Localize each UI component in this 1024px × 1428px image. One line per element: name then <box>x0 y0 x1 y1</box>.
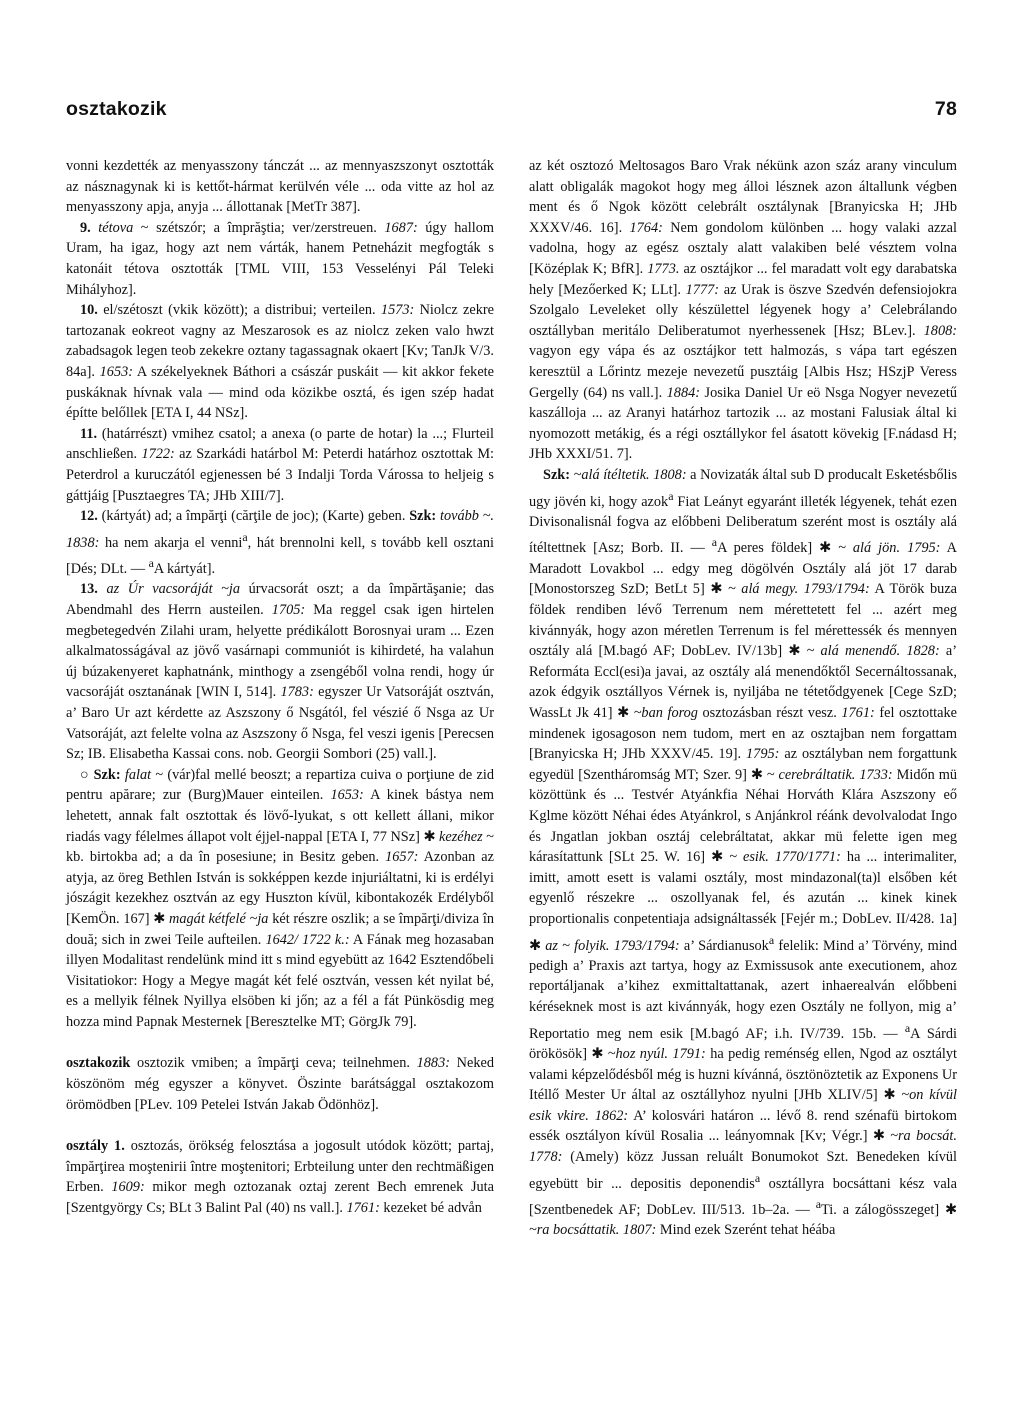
dictionary-paragraph: osztály 1. osztozás, örökség felosztása a jogosult utódok között; partaj, împărţirea moştenirii între moştenitori; Erbteilung unter den rechtmäßigen Erben. 1609: mikor megh oztozanak oztaj zerent Bech emrenek Juta [Szentgyörgy Cs; BLt 3 Balint Pal (40) ns vall.]. 1761: kezeket bé advån <box>66 1138 494 1217</box>
dictionary-paragraph: vonni kezdették az menyasszony tánczát ... az mennyaszszonyt osztották az násznagynak ki is kettőt-hármat kerülvén véle ... oda vitte az hol az menyasszony apja, anyja ... állottanak [MetTr 387]. <box>66 158 494 216</box>
dictionary-paragraph: 12. (kártyát) ad; a împărţi (cărţile de joc); (Karte) geben. Szk: tovább ~. 1838: ha nem akarja el venni$^a$, hát brennolni kell, s tovább kell osztani [Dés; DLt. — $^a$A kártyát]. <box>66 508 495 577</box>
dictionary-paragraph: 13. az Úr vacsoráját ~ja úrvacsorát oszt; a da împărtăşanie; das Abendmahl des Herrn austeilen. 1705: Ma reggel csak igen hirtelen megbetegedvén Zilahi uram, helyette prédikálott Borosnyai uram ... Ezen alkalmatosságával az jövő vasárnapi communiót is kihirdeté, ha valahun új búzakenyeret kaphatnánk, minthogy a zsengéből volna rendi, hogy úr vacsoráját osztanának [WIN I, 514]. 1783: egyszer Ur Vatsoráját osztván, a’ Baro Ur azt kérdette az Aszszony ő Nsgától, fel vészié ő Nsga az Ur Vatsoráját, azt felelte volna az Aszszony ő Nsga, fel veszi igenis [Perecsen Sz; IB. Elisabetha Kassai cons. nob. Georgii Sombori (25) vall.]. <box>66 581 495 763</box>
right-column <box>529 156 957 1241</box>
dictionary-paragraph: osztakozik osztozik vmiben; a împărţi ceva; teilnehmen. 1883: Neked köszönöm még egyszer a könyvet. Öszinte barátsággal osztakozom örömödben [PLev. 109 Petelei István Jakab Ödönhöz]. <box>66 1055 494 1113</box>
running-head <box>66 98 957 121</box>
dictionary-paragraph: 11. (határrészt) vmihez csatol; a anexa (o parte de hotar) la ...; Flurteil anschließen. 1722: az Szarkádi határbol M: Peterdi határhoz osztottak M: Peterdrol a kuruczától egjenessen bé 3 Indalji Torda Várossa to heljeig s gáttjáig [Pusztaegres TA; JHb XIII/7]. <box>66 425 495 504</box>
page-number: 78 <box>934 98 957 120</box>
dictionary-paragraph: Szk: ~alá ítéltetik. 1808: a Novizaták által sub D producalt Esketésbőlis ugy jövén ki, hogy azok$^a$ Fiat Leányt egyaránt illeték légyenek, tehát ezen Divisonalisnál fogva az előbbeni Deliberatum szerént most is osztály alá ítéltettnek [Asz; Borb. II. — $^a$A peres földek] ✱ ~ alá jön. 1795: A Maradott Lovakbol ... edgy meg dögölvén Osztály alá jöt 17 darab [Monostorszeg SzD; BetLt 5] ✱ ~ alá megy. 1793/1794: A Török buza földek rendiben lévő Terrenum nem mérettetett fel ... azért meg kivánnyák, hogy azon méretlen Terrenum is fel mérettessék és mennyen osztály alá [M.bagó AF; DobLev. IV/13b] ✱ ~ alá menendő. 1828: a’ Reformáta Eccl(esi)a javai, az osztály alá menendőktől Secernáltossanak, azok édgyik osztállyos Vérnek is, nyiljába ne tétetődgyenek [Cege SzD; WassLt Jk 41] ✱ ~ban forog osztozásban részt vesz. 1761: fel osztottake mindenek igosagoson nem tudom, mert en az osztajban nem forgattam [Branyicska H; JHb XXXV/45. 19]. 1795: az osztályban nem forgattunk egyedül [Szentháromság MT; Szer. 9] ✱ ~ cerebráltatik. 1733: Midőn mü közöttünk és ... Testvér Atyánkfia Néhai Horváth Klára Aszszony eő Kglme között Néhai édes Atyánkrol, s Anjánkrol réánk devolvalodat Ingo és Jngatlan jokban osztáj celebráltatat, akkar mü felette igen meg kárasítattunk [SLt 25. W. 16] ✱ ~ esik. 1770/1771: ha ... interimaliter, imitt, amott esett is valami osztály, most mindazonal(ta)l elsőben két egyenlő részekre ... oszollyanak fel, és azután ... kinek kinek proportionalis conpetentiaja adsignáltassék [Fejér m.; DobLev. II/428. 1a] ✱ az ~ folyik. 1793/1794: a’ Sárdianusok$^a$ felelik: Mind a’ Törvény, mind pedigh a’ Praxis azt tartya, hogy az Exmissusok ante executionem, ahoz reportáljanak a’kihez exmittaltattanak, azert inhaerealván előbbeni kéréseknek most is azt kivánnyák, hogy ezen Osztály ne follyon, mig a’ Reportatio meg nem esik [M.bagó AF; i.h. IV/739. 15b. — $^a$A Sárdi örökösök] ✱ ~hoz nyúl. 1791: ha pedig reménség ellen, Ngod az osztályt valami képzelődésből még is huzni kívánná, ösztönöztetik az Exponens Ur Itéllő Mester Ur által az osztállyhoz nyulni [JHb XLIV/5] ✱ ~on kívül esik vkire. 1862: A’ kolosvári határon ... lévő 8. rend szénafü birtokom essék osztályon kívül Rosalia ... leányomnak [Kv; Végr.] ✱ ~ra bocsát. 1778: (Amely) közz Jussan reluált Bonumokot Szt. Benedeken kívül egyebütt bir ... depositis deponendis$^a$ osztállyra bocsáttani kész vala [Szentbenedek AF; DobLev. III/513. 1b–2a. — $^a$Ti. a zálogösszeget] ✱ ~ra bocsáttatik. 1807: Mind ezek Szerént tehat héába <box>529 466 958 1239</box>
dictionary-paragraph: 9. tétova ~ szétszór; a împrăştia; ver/zerstreuen. 1687: úgy hallom Uram, ha igaz, hogy azt nem várták, hanem Petneházit megfogták s katonáit tétova osztották [TML VIII, 153 Vesselényi Pál Teleki Mihályhoz]. <box>66 219 494 298</box>
left-column <box>66 156 494 1219</box>
dictionary-paragraph: 10. el/szétoszt (vkik között); a distribui; verteilen. 1573: Niolcz zekre tartozanak eokreot vagny az Meszarosok es az niolcz zeken valo hwzt zabadsagok legen teob zekekre oztany tagassagnak okaert [Kv; TanJk V/3. 84a]. 1653: A székelyeknek Báthori a császár puskáit — kit akkor fekete puskáknak hívnak vala — mind oda közikbe osztá, és igen szép hadat építte belőllek [ETA I, 44 NSz]. <box>66 302 494 422</box>
running-head-headword: osztakozik <box>66 98 167 120</box>
dictionary-paragraph: az két osztozó Meltosagos Baro Vrak nékünk azon száz arany vinculum alatt obligalák magokot hogy meg álloi lésznek azon általlunk végben ment és ő Ngok között celebrált osztálynak [Branyicska H; JHb XXXV/46. 16]. 1764: Nem gondolom különben ... hogy valaki azzal vadolna, hogy az egész osztaly alatt valakiben belé vésztem volna [Középlak K; BfR]. 1773. az osztájkor ... fel maradatt volt egy darabatska hely [Mezőerked K; LLt]. 1777: az Urak is öszve Szedvén defensiojokra Szolgalo Leveleket olly készülettel légyenek hogy a’ Celebrálando osztállyban meritálo Deliberatumot nyerhessenek [Hsz; BLev.]. 1808: vagyon egy vápa és az osztájkor tett halmozás, s vápa tart egészen keresztül a Lőrintz mezeje nevezetű pusztáig [Albis Hsz; HSzjP Veress Gergelly (64) ns vall.]. 1884: Josika Daniel Ur eö Nsga Nogyer nevezetű kaszálloja ... az Aranyi határhoz tartozik ... az mostani Falusiak által ki nyomozott metákig, és a régi osztállykor fel ásatott kövekig [F.nádasd H; JHb XXXI/51. 7]. <box>529 158 958 463</box>
dictionary-paragraph: ○ Szk: falat ~ (vár)fal mellé beoszt; a repartiza cuiva o porţiune de zid pentru apărare; zur (Burg)Mauer einteilen. 1653: A kinek bástya nem lehetett, annak falt osztottak és lövő-lyukat, s ott kellett állani, mikor riadás vagy félelmes állapot volt éjjel-nappal [ETA I, 77 NSz] ✱ kezéhez ~ kb. birtokba ad; a da în posesiune; in Besitz geben. 1657: Azonban az atyja, az öreg Bethlen István is sokképpen kezde injuriáltatni, ki is erdélyi jószágit kezekhez osztván az egy Huszton kívül, kibontakozék Erdélyből [KemÖn. 167] ✱ magát kétfelé ~ja két részre oszlik; a se împărţi/diviza în două; sich in zwei Teile aufteilen. 1642/ 1722 k.: A Fának meg hozasaban illyen Modalitast rendelünk mind itt s mind egyebütt az 1642 Esztendőbeli Visitatiokor: Hogy a Megye magát két felé osztván, vessen két nyilat bé, es a mellyik félnek Nyillya elsöben ki jőn; az a fél a fát Pünkösdig meg hozza mind Papnak Mesternek [Beresztelke MT; GörgJk 79]. <box>66 766 495 1030</box>
